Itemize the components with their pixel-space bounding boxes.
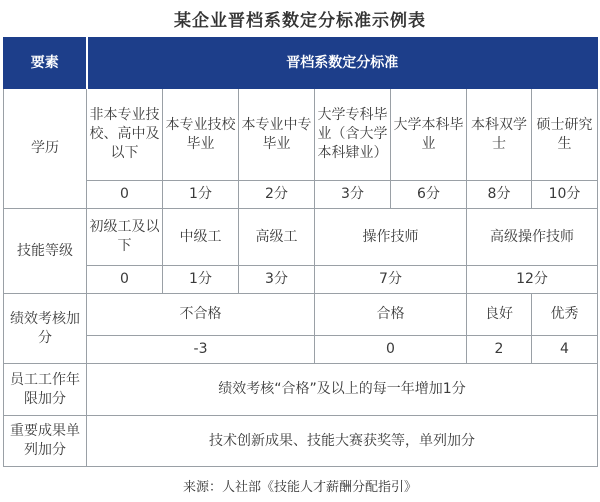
education-item: 大学本科毕业 [391,89,467,181]
education-label: 学历 [4,89,87,209]
performance-item: 合格 [315,294,467,336]
tenure-row [4,364,598,416]
performance-row [4,294,598,336]
skill-item: 初级工及以下 [87,209,163,266]
skill-score: 0 [87,266,163,294]
education-score: 10分 [532,181,598,209]
skill-item: 高级工 [239,209,315,266]
skill-score-row [4,266,598,294]
education-score: 8分 [467,181,532,209]
performance-score: 4 [532,336,598,364]
header-element-cell: 要素 [4,38,87,89]
education-item: 硕士研究生 [532,89,598,181]
education-item: 本专业技校毕业 [163,89,239,181]
performance-item: 不合格 [87,294,315,336]
skill-item: 高级操作技师 [467,209,598,266]
performance-score: 0 [315,336,467,364]
education-item: 本科双学士 [467,89,532,181]
performance-item: 良好 [467,294,532,336]
performance-score-row [4,336,598,364]
education-item: 非本专业技校、高中及以下 [87,89,163,181]
source-note: 来源：人社部《技能人才薪酬分配指引》 [182,480,417,495]
education-score: 6分 [391,181,467,209]
achievement-label: 重要成果单列加分 [4,416,87,467]
tenure-text: 绩效考核“合格”及以上的每一年增加1分 [87,364,598,416]
education-score: 1分 [163,181,239,209]
skill-item: 操作技师 [315,209,467,266]
education-score: 3分 [315,181,391,209]
header-standard-cell: 晋档系数定分标准 [87,38,598,89]
skill-score: 7分 [315,266,467,294]
skill-item: 中级工 [163,209,239,266]
education-row [4,89,598,181]
education-score: 0 [87,181,163,209]
tenure-label: 员工工作年限加分 [4,364,87,416]
skill-score: 12分 [467,266,598,294]
achievement-text: 技术创新成果、技能大赛获奖等，单列加分 [87,416,598,467]
performance-label: 绩效考核加分 [4,294,87,364]
table-title: 某企业晋档系数定分标准示例表 [174,11,426,31]
skill-score: 1分 [163,266,239,294]
performance-score: 2 [467,336,532,364]
skill-score: 3分 [239,266,315,294]
performance-item: 优秀 [532,294,598,336]
education-item: 本专业中专毕业 [239,89,315,181]
education-score: 2分 [239,181,315,209]
skill-row [4,209,598,266]
achievement-row [4,416,598,467]
education-item: 大学专科毕业（含大学本科肄业） [315,89,391,181]
skill-label: 技能等级 [4,209,87,294]
education-score-row [4,181,598,209]
performance-score: -3 [87,336,315,364]
header-row [4,38,598,89]
scoring-table [3,37,598,467]
